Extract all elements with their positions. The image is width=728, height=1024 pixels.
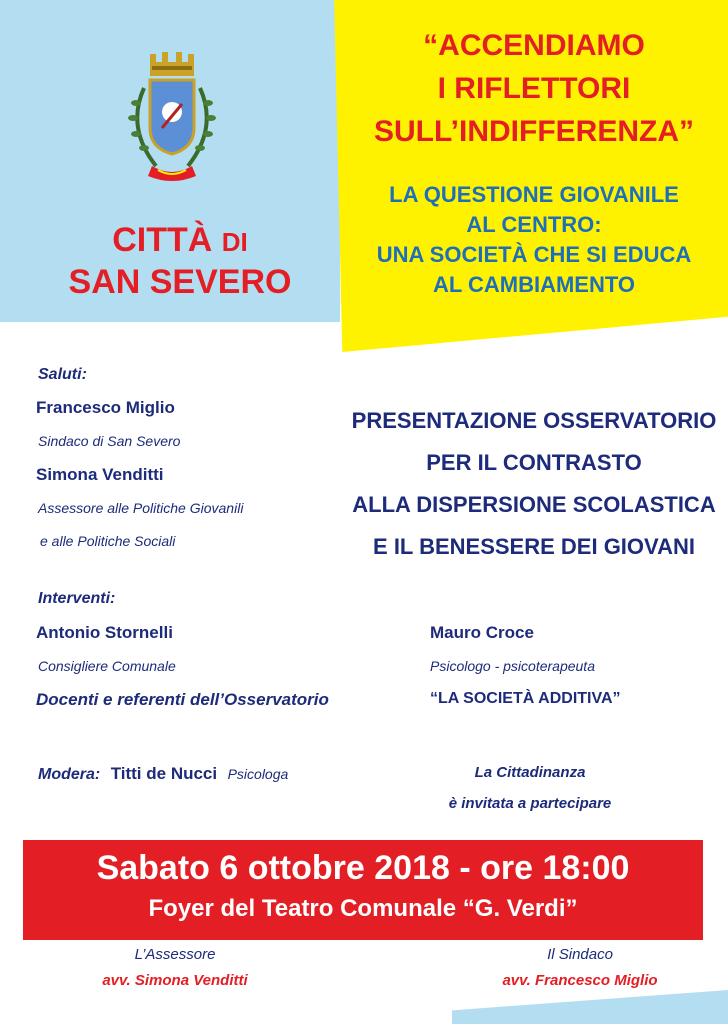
city-name — [40, 220, 320, 302]
subtitle-line-3: UNA SOCIETÀ CHE SI EDUCA — [376, 242, 692, 267]
city-preposition: DI — [221, 227, 248, 257]
saluti-person-2-name: Simona Venditti — [36, 465, 164, 484]
presentation-title — [340, 400, 728, 568]
interventi-label: Interventi: — [38, 590, 116, 607]
interventi-person-3-name: Mauro Croce — [430, 623, 534, 642]
presentation-line-2: PER IL CONTRASTO — [426, 450, 642, 475]
city-crest-icon — [122, 48, 222, 188]
subtitle — [340, 180, 728, 300]
city-name-line2: SAN SEVERO — [68, 263, 292, 301]
saluti-person-1-role: Sindaco di San Severo — [38, 433, 181, 449]
subtitle-line-2: AL CENTRO: — [466, 212, 602, 237]
invite-line-1: La Cittadinanza — [474, 764, 586, 781]
interventi-person-1-role: Consigliere Comunale — [38, 658, 176, 674]
city-word: CITTÀ — [112, 221, 213, 259]
saluti-person-1-name: Francesco Miglio — [36, 398, 175, 417]
saluti-person-2-role-2: e alle Politiche Sociali — [40, 533, 176, 549]
signature-left-name: avv. Simona Venditti — [102, 972, 248, 989]
signature-right-name: avv. Francesco Miglio — [502, 972, 658, 989]
slogan-line-3: SULL’INDIFFERENZA” — [374, 115, 694, 148]
presentation-line-3: ALLA DISPERSIONE SCOLASTICA — [352, 492, 716, 517]
saluti-person-2-role-1: Assessore alle Politiche Giovanili — [38, 500, 244, 516]
modera-label: Modera: — [38, 766, 101, 783]
interventi-teachers: Docenti e referenti dell’Osservatorio — [36, 690, 329, 709]
interventi-person-1-name: Antonio Stornelli — [36, 623, 173, 642]
modera-role: Psicologa — [227, 766, 289, 782]
signature-right-role: Il Sindaco — [547, 946, 613, 963]
event-place: Foyer del Teatro Comunale “G. Verdi” — [148, 895, 578, 922]
slogan-line-2: I RIFLETTORI — [437, 72, 631, 105]
saluti-label: Saluti: — [38, 366, 87, 383]
bottom-right-blue-panel — [452, 990, 728, 1024]
presentation-line-1: PRESENTAZIONE OSSERVATORIO — [351, 408, 717, 433]
event-date: Sabato 6 ottobre 2018 - ore 18:00 — [96, 849, 630, 887]
slogan-title — [340, 24, 728, 153]
slogan-line-1: “ACCENDIAMO — [423, 29, 645, 62]
presentation-line-4: E IL BENESSERE DEI GIOVANI — [373, 534, 695, 559]
interventi-person-3-role: Psicologo - psicoterapeuta — [430, 658, 595, 674]
subtitle-line-1: LA QUESTIONE GIOVANILE — [389, 182, 679, 207]
modera-name: Titti de Nucci — [110, 764, 218, 783]
modera-line — [38, 764, 288, 784]
invite-line-2: è invitata a partecipare — [448, 795, 612, 812]
signature-left-role: L’Assessore — [134, 946, 216, 963]
interventi-talk-title: “LA SOCIETÀ ADDITIVA” — [430, 690, 621, 707]
subtitle-line-4: AL CAMBIAMENTO — [432, 272, 636, 297]
